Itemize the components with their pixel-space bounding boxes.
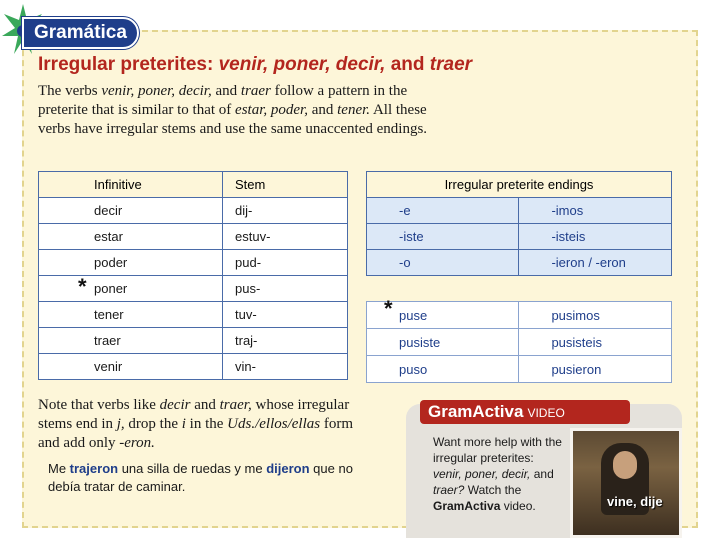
table-row bbox=[367, 356, 672, 383]
ga-verb: traer? bbox=[433, 483, 465, 497]
note-verb: -eron. bbox=[119, 435, 155, 451]
example-text: que no debía tratar de caminar. bbox=[48, 461, 353, 494]
example-highlight: trajeron bbox=[69, 461, 119, 476]
intro-text: The verbs bbox=[38, 83, 102, 99]
title-last-verb: traer bbox=[429, 54, 473, 75]
table-row bbox=[39, 354, 348, 380]
endings-header: Irregular preterite endings bbox=[367, 172, 672, 198]
table-row bbox=[39, 224, 348, 250]
note-text: drop the bbox=[124, 416, 182, 432]
example-sentence bbox=[48, 460, 358, 496]
video-still[interactable] bbox=[570, 428, 682, 538]
note-text: Note that verbs like bbox=[38, 397, 160, 413]
section-tab-label: Gramática bbox=[34, 22, 127, 43]
stem-table-header-row bbox=[39, 172, 348, 198]
infinitive-header: Infinitive bbox=[39, 172, 223, 198]
ga-text-part: video. bbox=[500, 499, 536, 513]
video-person-face bbox=[613, 451, 637, 479]
conjugation-cell: pusieron bbox=[519, 356, 672, 383]
table-row bbox=[367, 224, 672, 250]
infinitive-cell: traer bbox=[39, 328, 223, 354]
infinitive-cell: poder bbox=[39, 250, 223, 276]
title-verbs: venir, poner, decir, bbox=[218, 54, 386, 75]
intro-verb: estar, poder, bbox=[235, 102, 308, 118]
ending-cell: -iste bbox=[367, 224, 519, 250]
table-row bbox=[39, 198, 348, 224]
asterisk-marker-puse: * bbox=[384, 296, 393, 321]
ending-cell: -o bbox=[367, 250, 519, 276]
ending-cell: -ieron / -eron bbox=[519, 250, 672, 276]
stem-cell: tuv- bbox=[223, 302, 348, 328]
ending-cell: -imos bbox=[519, 198, 672, 224]
table-row bbox=[367, 302, 672, 329]
intro-text: follow a pattern in the preterite that is similar to that of bbox=[38, 83, 408, 118]
conjugation-cell: pusisteis bbox=[519, 329, 672, 356]
stem-cell: pud- bbox=[223, 250, 348, 276]
note-verb: j, bbox=[116, 416, 125, 432]
note-verb: i bbox=[181, 416, 186, 432]
intro-text: and bbox=[307, 102, 338, 118]
ending-cell: -e bbox=[367, 198, 519, 224]
note-text: form and add only bbox=[38, 416, 354, 451]
ga-text-part: Want more help with the irregular preterites: bbox=[433, 435, 562, 465]
ga-text-part: and bbox=[530, 467, 554, 481]
title-prefix: Irregular preterites: bbox=[38, 54, 219, 75]
asterisk-marker-poner: * bbox=[78, 274, 87, 299]
infinitive-cell: tener bbox=[39, 302, 223, 328]
gramactiva-text bbox=[433, 434, 565, 514]
conjugation-cell: puso bbox=[367, 356, 519, 383]
stem-header: Stem bbox=[223, 172, 348, 198]
stem-cell: estuv- bbox=[223, 224, 348, 250]
intro-verb: tener. bbox=[337, 102, 371, 118]
gramactiva-video-label: VIDEO bbox=[527, 406, 565, 420]
table-row bbox=[367, 329, 672, 356]
note-verb: traer, bbox=[219, 397, 252, 413]
conjugation-table bbox=[366, 301, 672, 383]
endings-header-row bbox=[367, 172, 672, 198]
note-text: whose irregular stems end in bbox=[38, 397, 350, 432]
table-row bbox=[39, 302, 348, 328]
example-text: una silla de ruedas y me bbox=[118, 461, 267, 476]
ga-brand-inline: GramActiva bbox=[433, 499, 501, 513]
conjugation-cell: puse bbox=[367, 302, 519, 329]
video-caption: vine, dije bbox=[607, 494, 663, 509]
table-row bbox=[367, 198, 672, 224]
note-text: in the bbox=[185, 416, 228, 432]
infinitive-cell: decir bbox=[39, 198, 223, 224]
lesson-title bbox=[38, 54, 472, 76]
stem-cell: pus- bbox=[223, 276, 348, 302]
intro-verb: venir, poner, decir, bbox=[101, 83, 212, 99]
stem-cell: vin- bbox=[223, 354, 348, 380]
note-paragraph bbox=[38, 396, 358, 453]
note-verb: Uds./ellos/ellas bbox=[227, 416, 321, 432]
gramactiva-header bbox=[420, 400, 630, 424]
ga-text-part: Watch the bbox=[464, 483, 522, 497]
title-and: and bbox=[385, 54, 430, 75]
example-text: Me bbox=[48, 461, 70, 476]
note-verb: decir bbox=[159, 397, 191, 413]
intro-verb: traer bbox=[240, 83, 271, 99]
example-highlight: dijeron bbox=[266, 461, 310, 476]
endings-table bbox=[366, 171, 672, 276]
infinitive-cell: estar bbox=[39, 224, 223, 250]
intro-paragraph bbox=[38, 82, 458, 139]
table-row bbox=[39, 250, 348, 276]
table-row bbox=[39, 328, 348, 354]
infinitive-cell: poner bbox=[39, 276, 223, 302]
intro-text: and bbox=[211, 83, 241, 99]
stem-cell: dij- bbox=[223, 198, 348, 224]
infinitive-cell: venir bbox=[39, 354, 223, 380]
section-tab-gramatica bbox=[22, 17, 139, 49]
table-row bbox=[367, 250, 672, 276]
note-text: and bbox=[190, 397, 220, 413]
conjugation-cell: pusimos bbox=[519, 302, 672, 329]
intro-text: All these verbs have irregular stems and use the same unaccented endings. bbox=[38, 102, 428, 137]
conjugation-cell: pusiste bbox=[367, 329, 519, 356]
ending-cell: -isteis bbox=[519, 224, 672, 250]
stem-cell: traj- bbox=[223, 328, 348, 354]
gramactiva-brand: GramActiva bbox=[428, 402, 524, 421]
ga-verb: venir, poner, decir, bbox=[433, 467, 531, 481]
